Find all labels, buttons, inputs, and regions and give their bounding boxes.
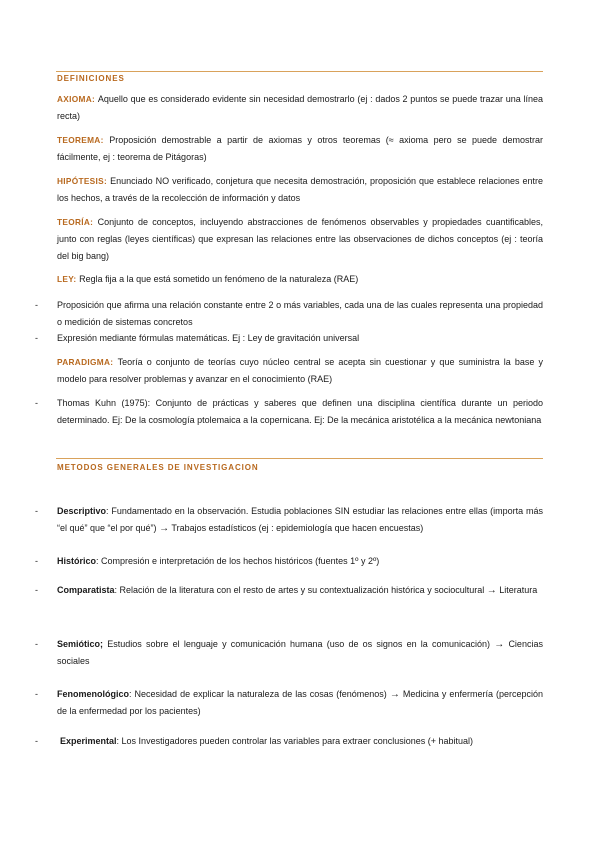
method-name: Comparatista	[57, 585, 115, 595]
definition-axioma: AXIOMA: Aquello que es considerado evidente sin necesidad demostrarlo (ej : dados 2 puntos se puede trazar una línea recta)	[57, 94, 544, 121]
bullet-dash: -	[35, 585, 38, 595]
method-name: Experimental	[60, 736, 117, 746]
method-historico: Histórico: Compresión e interpretación de los hechos históricos (fuentes 1º y 2º)	[57, 556, 380, 566]
definition-hipotesis: HIPÓTESIS: Enunciado NO verificado, conjetura que necesita demostración, proposición que establece relaciones entre los hechos, a través de la recolección de información y datos	[57, 176, 543, 203]
section-title-metodos: METODOS GENERALES DE INVESTIGACION	[57, 463, 259, 472]
definition-teorema: TEOREMA: Proposición demostrable a partir de axiomas y otros teoremas (≈ axioma pero se puede demostrar fácilmente, ej : teorema de Pitágoras)	[57, 135, 543, 162]
method-text: Estudios sobre el lenguaje y comunicación humana (uso de os signos en la comunicación)	[107, 639, 491, 649]
term-axioma: AXIOMA	[57, 94, 92, 104]
bullet-dash: -	[35, 300, 38, 310]
section-title-definiciones: DEFINICIONES	[57, 74, 125, 83]
method-after: Ciencias sociales	[57, 639, 543, 666]
section-rule-top	[56, 71, 543, 72]
method-fenomenologico: Fenomenológico: Necesidad de explicar la naturaleza de las cosas (fenómenos) → Medicina y enfermería (percepción de la enfermedad por los pacientes)	[57, 689, 543, 716]
definition-text: Conjunto de conceptos, incluyendo abstracciones de fenómenos observables y propiedades cuantificables, junto con reglas (leyes científicas) que expresan las relaciones entre las observaciones de dichos conceptos (ej : teoría del big bang)	[57, 217, 543, 261]
method-experimental: Experimental: Los Investigadores pueden controlar las variables para extraer conclusiones (+ habitual)	[60, 736, 473, 746]
bullet-dash: -	[35, 556, 38, 566]
method-after: Trabajos estadísticos (ej : epidemiología que hacen encuestas)	[171, 523, 424, 533]
term-hipotesis: HIPÓTESIS	[57, 176, 104, 186]
definition-text: Teoría o conjunto de teorías cuyo núcleo central se acepta sin cuestionar y que suministra la base y modelo para resolver problemas y avanzar en el conocimiento (RAE)	[57, 357, 544, 384]
definition-text: Proposición demostrable a partir de axiomas y otros teoremas (≈ axioma pero se puede demostrar fácilmente, ej : teorema de Pitágoras)	[57, 135, 543, 162]
method-name: Fenomenológico	[57, 689, 129, 699]
bullet-dash: -	[35, 689, 38, 699]
arrow-icon: →	[486, 585, 497, 596]
arrow-icon: →	[159, 523, 170, 534]
method-name: Descriptivo	[57, 506, 107, 516]
term-teorema: TEOREMA	[57, 135, 101, 145]
method-text: Compresión e interpretación de los hechos históricos (fuentes 1º y 2º)	[101, 556, 380, 566]
arrow-icon: →	[494, 639, 505, 650]
definition-teoria: TEORÍA: Conjunto de conceptos, incluyendo abstracciones de fenómenos observables y propiedades cuantificables, junto con reglas (leyes científicas) que expresan las relaciones entre las observaciones de dichos conceptos (ej : teoría del big bang)	[57, 217, 543, 261]
arrow-icon: →	[389, 689, 400, 700]
method-after: Literatura	[499, 585, 538, 595]
bullet-dash: -	[35, 736, 38, 746]
bullet-dash: -	[35, 333, 38, 343]
definition-text: Regla fija a la que está sometido un fenómeno de la naturaleza (RAE)	[79, 274, 359, 284]
ley-bullet-1: Proposición que afirma una relación constante entre 2 o más variables, cada una de las cuales representa una propiedad o medición de sistemas concretos	[57, 300, 543, 327]
method-after: Medicina y enfermería (percepción de la enfermedad por los pacientes)	[57, 689, 543, 716]
paradigma-bullet-1: Thomas Kuhn (1975): Conjunto de prácticas y saberes que definen una disciplina científica durante un periodo determinado. Ej: De la cosmología ptolemaica a la copernicana. Ej: De la mecánica aristotélica a la mecánica newtoniana	[57, 398, 543, 425]
bullet-dash: -	[35, 639, 38, 649]
method-text: Necesidad de explicar la naturaleza de las cosas (fenómenos)	[134, 689, 387, 699]
method-descriptivo: Descriptivo: Fundamentado en la observación. Estudia poblaciones SIN estudiar las relaciones entre ellas (importa más “el qué” que “el por qué”) → Trabajos estadísticos (ej : epidemiología que hacen encuestas)	[57, 506, 543, 534]
method-text: Fundamentado en la observación. Estudia poblaciones SIN estudiar las relaciones entre ellas (importa más “el qué” que “el por qué”)	[57, 506, 543, 533]
definition-text: Enunciado NO verificado, conjetura que necesita demostración, proposición que establece relaciones entre los hechos, a través de la recolección de información y datos	[57, 176, 543, 203]
ley-bullet-2: Expresión mediante fórmulas matemáticas. Ej : Ley de gravitación universal	[57, 333, 360, 343]
term-ley: LEY	[57, 274, 74, 284]
definition-paradigma: PARADIGMA: Teoría o conjunto de teorías cuyo núcleo central se acepta sin cuestionar y que suministra la base y modelo para resolver problemas y avanzar en el conocimiento (RAE)	[57, 357, 544, 384]
bullet-dash: -	[35, 398, 38, 408]
method-semiotico	[57, 636, 543, 670]
term-paradigma: PARADIGMA	[57, 357, 111, 367]
section-rule-metodos	[56, 458, 543, 459]
bullet-dash: -	[35, 506, 38, 516]
method-name: Histórico	[57, 556, 97, 566]
method-name: Semiótico;	[57, 639, 104, 649]
definition-text: Aquello que es considerado evidente sin necesidad demostrarlo (ej : dados 2 puntos se puede trazar una línea recta)	[57, 94, 544, 121]
term-teoria: TEORÍA	[57, 217, 91, 227]
definition-ley: LEY: Regla fija a la que está sometido un fenómeno de la naturaleza (RAE)	[57, 274, 359, 284]
method-text: Relación de la literatura con el resto de artes y su contextualización histórica y sociocultural	[119, 585, 485, 595]
method-text: Los Investigadores pueden controlar las variables para extraer conclusiones (+ habitual)	[121, 736, 473, 746]
method-comparatista: Comparatista: Relación de la literatura con el resto de artes y su contextualización histórica y sociocultural → Literatura	[57, 585, 538, 596]
